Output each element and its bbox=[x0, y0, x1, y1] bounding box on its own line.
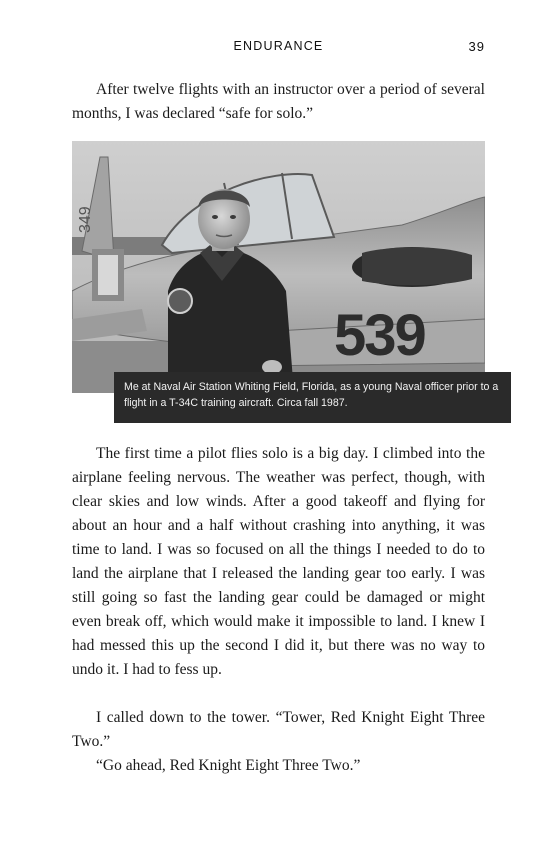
caption-text: Me at Naval Air Station Whiting Field, Florida, as a young Naval officer prior to a flight in a T-34C training aircraft. Circa fall 1987. bbox=[124, 381, 499, 409]
photo-caption bbox=[114, 372, 511, 423]
paragraph-4: “Go ahead, Red Knight Eight Three Two.” bbox=[96, 757, 361, 774]
paragraph-3: I called down to the tower. “Tower, Red Knight Eight Three Two.” bbox=[72, 709, 485, 750]
paragraph-2: The first time a pilot flies solo is a big day. I climbed into the airplane feeling nervous. The weather was perfect, though, with clear skies and low winds. After a good takeoff and flying for about an hour and a half without crashing into anything, it was time to land. I was so focused on all the things I needed to do to land the airplane that I released the landing gear too early. I was still going so fast the landing gear could be damaged or might even break off, which would make it impossible to land. I knew I had messed this up the second I did it, but there was no way to undo it. I had to fess up. bbox=[72, 445, 485, 678]
page-number: 39 bbox=[468, 39, 485, 54]
chapter-title: ENDURANCE bbox=[233, 39, 324, 53]
running-head bbox=[72, 39, 485, 57]
photo-illustration bbox=[72, 141, 485, 393]
aircraft-number: 539 bbox=[334, 303, 425, 368]
tail-number: 349 bbox=[77, 206, 94, 233]
photo-pilot-with-aircraft bbox=[72, 141, 485, 393]
paragraph-1: After twelve flights with an instructor over a period of several months, I was declared “safe for solo.” bbox=[72, 81, 485, 122]
